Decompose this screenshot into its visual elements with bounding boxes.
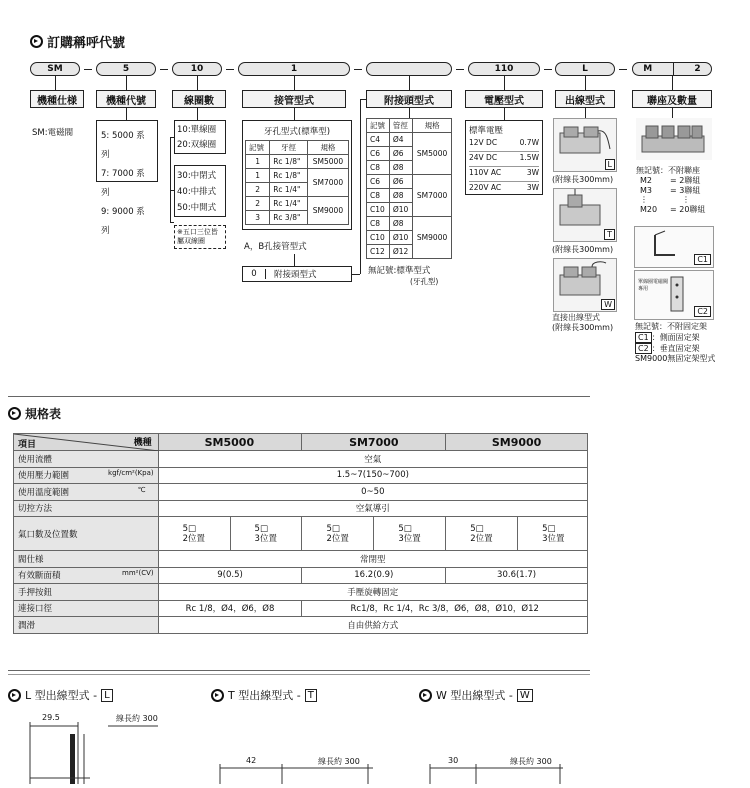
port-count: 5□ bbox=[542, 523, 556, 534]
fitting-note-sub: (牙孔型) bbox=[410, 277, 439, 286]
connector-line bbox=[197, 76, 198, 90]
table-row bbox=[14, 451, 588, 468]
pipe-col-thread: 牙徑 bbox=[270, 141, 308, 155]
pipe-cell: SM9000 bbox=[307, 197, 348, 225]
wiring-l-caption: (附線長300mm) bbox=[552, 175, 614, 184]
code-pill-model: 5 bbox=[96, 62, 156, 76]
bracket-c2-plate-text: 單線圈電磁閥專用 bbox=[638, 279, 669, 292]
fitting-cell: Ø10 bbox=[389, 231, 412, 245]
code-pill-coil: 10 bbox=[172, 62, 222, 76]
coil-exhaust-center: 40:中排式 bbox=[177, 187, 217, 197]
voltage-value: 24V DC bbox=[469, 153, 498, 162]
pill-divider bbox=[673, 63, 674, 75]
fitting-cell: C8 bbox=[367, 161, 390, 175]
outlet-w-drawing bbox=[428, 752, 568, 784]
spec-corner-bottom: 項目 bbox=[18, 440, 37, 450]
table-row bbox=[14, 467, 588, 484]
wiring-tag-w: W bbox=[601, 299, 615, 310]
code-pill-series: SM bbox=[30, 62, 80, 76]
outlet-l-dimension: 29.5 bbox=[42, 713, 60, 722]
model-code-7000: 7: 7000 系列 bbox=[101, 169, 145, 198]
spec-port-cell bbox=[158, 517, 230, 551]
bracket-note-sm9000: SM9000無固定架型式 bbox=[635, 354, 716, 363]
spec-value: 空氣導引 bbox=[158, 500, 587, 517]
port-count: 5□ bbox=[182, 523, 197, 534]
code-pill-pipe: 1 bbox=[238, 62, 350, 76]
outlet-w-wire-length: 線長約 300 bbox=[510, 757, 552, 766]
voltage-row bbox=[469, 167, 539, 182]
fitting-col-diam: 管徑 bbox=[389, 119, 412, 133]
spec-label bbox=[14, 567, 159, 584]
wiring-w-caption-line2: (附線長300mm) bbox=[552, 323, 614, 332]
wiring-t-image bbox=[553, 188, 617, 242]
header-pipe-type: 接管型式 bbox=[242, 90, 346, 108]
wiring-tag-t: T bbox=[604, 229, 615, 240]
code-pill-wiring: L bbox=[555, 62, 615, 76]
coil-note-box: ※五口三位皆屬双線圈 bbox=[174, 225, 226, 249]
outlet-l-tag: L bbox=[101, 689, 113, 702]
base-code: M2 bbox=[640, 176, 652, 185]
spec-corner-top: 機種 bbox=[133, 438, 152, 448]
connector-line bbox=[409, 76, 410, 90]
outlet-w-dimension: 30 bbox=[448, 756, 459, 765]
header-base-count: 聯座及數量 bbox=[632, 90, 712, 108]
spec-port-cell bbox=[518, 517, 588, 551]
fitting-cell: C4 bbox=[367, 133, 390, 147]
fitting-cell: Ø4 bbox=[389, 133, 412, 147]
pipe-cell: Rc 1/8" bbox=[270, 155, 308, 169]
voltage-power: 0.7W bbox=[519, 138, 539, 147]
bracket-line bbox=[170, 137, 171, 222]
pipe-ab-note: A，B孔接管型式 bbox=[244, 242, 307, 252]
base-code: ⋮ bbox=[640, 195, 648, 204]
coil-closed-center: 30:中閉式 bbox=[177, 171, 217, 181]
base-desc: = 3聯組 bbox=[670, 185, 701, 195]
spec-model-sm9000: SM9000 bbox=[446, 434, 588, 451]
table-row bbox=[14, 517, 588, 551]
bracket-note-c1-text: 側面固定架 bbox=[659, 333, 700, 342]
connector-line bbox=[585, 108, 586, 118]
fitting-cell: C10 bbox=[367, 231, 390, 245]
port-position: 3位置 bbox=[398, 533, 421, 544]
separator-dash bbox=[84, 69, 92, 70]
fitting-cell: Ø8 bbox=[389, 161, 412, 175]
code-base-number: 2 bbox=[694, 64, 701, 74]
voltage-value: 12V DC bbox=[469, 138, 498, 147]
manifold-icon bbox=[636, 118, 712, 160]
voltage-row bbox=[469, 152, 539, 167]
outlet-t-dimension: 42 bbox=[246, 756, 257, 765]
connector-line bbox=[360, 99, 361, 274]
bracket-note-c1: C1 ：側面固定架 bbox=[635, 332, 715, 343]
outlet-t-wire-length: 線長約 300 bbox=[318, 757, 360, 766]
order-code-title: 訂購稱呼代號 bbox=[47, 36, 126, 51]
table-row bbox=[14, 567, 588, 584]
header-wiring-type: 出線型式 bbox=[555, 90, 615, 108]
spec-unit: ℃ bbox=[137, 485, 146, 494]
fitting-col-spec: 規格 bbox=[413, 119, 452, 133]
connector-line bbox=[504, 108, 505, 120]
coil-center-box bbox=[174, 165, 226, 217]
spec-label: 使用流體 bbox=[14, 451, 159, 468]
connector-line bbox=[672, 108, 673, 118]
coil-single: 10:單線圈 bbox=[177, 125, 217, 135]
fitting-cell: C6 bbox=[367, 175, 390, 189]
wiring-w-image bbox=[553, 258, 617, 312]
table-row bbox=[14, 584, 588, 601]
separator-dash bbox=[619, 69, 627, 70]
connector-line bbox=[409, 108, 410, 118]
base-code: M20 bbox=[640, 204, 658, 214]
spec-header-row bbox=[14, 434, 588, 451]
outlet-l-title: L 型出線型式 - bbox=[25, 689, 98, 702]
base-row bbox=[640, 205, 710, 215]
bracket-c1-tag: C1 bbox=[694, 254, 711, 265]
bracket-c1-image bbox=[634, 226, 714, 268]
fitting-cell: Ø12 bbox=[389, 245, 412, 259]
fitting-cell: Ø8 bbox=[389, 217, 412, 231]
fitting-cell: Ø10 bbox=[389, 203, 412, 217]
table-row bbox=[246, 169, 349, 183]
spec-heading bbox=[8, 405, 61, 422]
spec-label: 閥仕様 bbox=[14, 551, 159, 568]
voltage-power: 3W bbox=[526, 183, 539, 192]
spec-model-sm7000: SM7000 bbox=[302, 434, 446, 451]
separator-dash bbox=[456, 69, 464, 70]
bullet-arrow-icon bbox=[8, 689, 21, 702]
bracket-tick bbox=[170, 137, 174, 138]
spec-title: 規格表 bbox=[25, 407, 62, 421]
outlet-w-title: W 型出線型式 - bbox=[436, 689, 513, 702]
outlet-l-wire-length: 線長約 300 bbox=[116, 714, 158, 723]
separator-dash bbox=[544, 69, 552, 70]
coil-pressure-center: 50:中開式 bbox=[177, 203, 217, 213]
pipe-cell: Rc 1/4" bbox=[270, 183, 308, 197]
spec-port-cell bbox=[446, 517, 518, 551]
spec-value: 手壓旋轉固定 bbox=[158, 584, 587, 601]
connector-line bbox=[294, 254, 295, 266]
connector-line bbox=[504, 76, 505, 90]
outlet-w-tag: W bbox=[517, 689, 533, 702]
base-desc: ⋮ bbox=[682, 195, 690, 204]
voltage-title: 標準電壓 bbox=[469, 126, 504, 136]
outlet-t-drawing bbox=[218, 752, 378, 784]
port-position: 2位置 bbox=[182, 533, 206, 544]
connector-line bbox=[352, 274, 360, 275]
outlet-l-drawing bbox=[28, 710, 168, 784]
spec-port-cell bbox=[374, 517, 446, 551]
spec-value: 30.6(1.7) bbox=[446, 567, 588, 584]
voltage-value: 110V AC bbox=[469, 168, 502, 177]
spec-unit: mm²(CV) bbox=[122, 569, 154, 578]
bracket-note-c1-tag: C1 bbox=[635, 332, 652, 343]
spec-label: 切控方法 bbox=[14, 500, 159, 517]
outlet-l-heading bbox=[8, 687, 113, 703]
spec-table bbox=[13, 433, 588, 634]
manifold-image bbox=[636, 118, 712, 160]
connector-line bbox=[126, 76, 127, 90]
base-list bbox=[640, 176, 710, 214]
fitting-cell: C8 bbox=[367, 217, 390, 231]
pipe-cell: Rc 1/8" bbox=[270, 169, 308, 183]
spec-corner-cell bbox=[14, 434, 159, 451]
code-base-letter: M bbox=[643, 64, 653, 74]
pipe-type-box bbox=[242, 120, 352, 230]
outlet-t-title: T 型出線型式 - bbox=[228, 689, 301, 702]
pipe-cell: SM7000 bbox=[307, 169, 348, 197]
base-row bbox=[640, 195, 710, 205]
spec-label-text: 使用溫度範圍 bbox=[18, 487, 70, 498]
wiring-tag-l: L bbox=[605, 159, 615, 170]
spec-value: 0~50 bbox=[158, 484, 587, 501]
port-count: 5□ bbox=[326, 523, 340, 534]
base-desc: = 20聯組 bbox=[670, 204, 706, 214]
port-count: 5□ bbox=[398, 523, 412, 534]
section-divider bbox=[8, 674, 590, 675]
bracket-tick bbox=[170, 190, 174, 191]
fitting-note: 無記號:標準型式 bbox=[368, 266, 431, 276]
fitting-cell: Ø6 bbox=[389, 147, 412, 161]
spec-value: 9(0.5) bbox=[158, 567, 302, 584]
bullet-arrow-icon bbox=[419, 689, 432, 702]
header-coil-count: 線圈數 bbox=[172, 90, 226, 108]
outlet-t-heading bbox=[211, 687, 317, 703]
spec-value: 自由供給方式 bbox=[158, 617, 587, 634]
table-row bbox=[367, 133, 452, 147]
order-code-heading bbox=[30, 32, 125, 51]
voltage-row bbox=[469, 182, 539, 196]
base-row bbox=[640, 186, 710, 196]
connector-line bbox=[294, 76, 295, 90]
table-row bbox=[14, 617, 588, 634]
table-row bbox=[246, 197, 349, 211]
port-position: 2位置 bbox=[326, 533, 349, 544]
fitting-cell: Ø6 bbox=[389, 175, 412, 189]
spec-label-text: 使用壓力範圍 bbox=[18, 471, 70, 482]
spec-label: 手押按鈕 bbox=[14, 584, 159, 601]
fitting-cell: SM7000 bbox=[413, 175, 452, 217]
pipe-col-mark: 記號 bbox=[246, 141, 270, 155]
separator-dash bbox=[354, 69, 362, 70]
model-code-9000: 9: 9000 系列 bbox=[101, 207, 145, 236]
pipe-zero-label: 附接頭型式 bbox=[274, 270, 317, 280]
voltage-power: 3W bbox=[526, 168, 539, 177]
voltage-row bbox=[469, 138, 539, 152]
bracket-note-none: 無記號：不附固定架 bbox=[635, 322, 707, 331]
pipe-type-title: 牙孔型式(標準型) bbox=[263, 127, 331, 137]
coil-single-double-box bbox=[174, 120, 226, 154]
connector-line bbox=[197, 108, 198, 120]
model-note: SM:電磁閥 bbox=[32, 128, 74, 138]
pipe-cell: SM5000 bbox=[307, 155, 348, 169]
model-code-box bbox=[96, 120, 158, 236]
spec-port-cell bbox=[230, 517, 302, 551]
wiring-w-caption-line1: 直接出線型式 bbox=[552, 313, 600, 322]
wiring-w-caption bbox=[552, 313, 613, 333]
fitting-cell: C12 bbox=[367, 245, 390, 259]
spec-label: 連接口徑 bbox=[14, 600, 159, 617]
spec-port-cell bbox=[302, 517, 374, 551]
outlet-t-tag: T bbox=[305, 689, 317, 702]
coil-double: 20:双線圈 bbox=[177, 140, 217, 150]
table-row bbox=[14, 500, 588, 517]
code-pill-base bbox=[632, 62, 712, 76]
connector-line bbox=[360, 99, 366, 100]
base-row bbox=[640, 176, 710, 186]
bracket-notes bbox=[635, 322, 715, 364]
section-divider bbox=[8, 396, 590, 397]
table-row bbox=[367, 217, 452, 231]
wiring-t-caption: (附線長300mm) bbox=[552, 245, 614, 254]
spec-value: 16.2(0.9) bbox=[302, 567, 446, 584]
pipe-cell: 3 bbox=[246, 211, 270, 225]
spec-label: 氣口數及位置數 bbox=[14, 517, 159, 551]
spec-label: 潤滑 bbox=[14, 617, 159, 634]
bracket-note-c2-tag: C2 bbox=[635, 343, 652, 354]
spec-label bbox=[14, 484, 159, 501]
pipe-cell: 2 bbox=[246, 197, 270, 211]
voltage-power: 1.5W bbox=[519, 153, 539, 162]
bullet-arrow-icon bbox=[8, 407, 21, 420]
spec-model-sm5000: SM5000 bbox=[158, 434, 302, 451]
table-row bbox=[367, 175, 452, 189]
pipe-cell: Rc 3/8" bbox=[270, 211, 308, 225]
outlet-w-heading bbox=[419, 687, 533, 703]
fitting-cell: C10 bbox=[367, 203, 390, 217]
pipe-cell: 1 bbox=[246, 155, 270, 169]
table-row bbox=[14, 551, 588, 568]
bracket-note-c2: C2 ：垂直固定架 bbox=[635, 343, 715, 354]
code-pill-voltage: 110 bbox=[468, 62, 540, 76]
bracket-c2-image bbox=[634, 270, 714, 320]
pipe-type-table bbox=[245, 140, 349, 225]
spec-label bbox=[14, 467, 159, 484]
table-row bbox=[14, 484, 588, 501]
pipe-cell: 2 bbox=[246, 183, 270, 197]
port-count: 5□ bbox=[254, 523, 268, 534]
spec-unit: kgf/cm²(Kpa) bbox=[108, 469, 154, 478]
spec-label-text: 有效斷面積 bbox=[18, 571, 61, 582]
header-voltage-type: 電壓型式 bbox=[465, 90, 543, 108]
spec-value: Rc1/8，Rc 1/4，Rc 3/8，Ø6，Ø8，Ø10，Ø12 bbox=[302, 600, 588, 617]
pipe-cell: Rc 1/4" bbox=[270, 197, 308, 211]
fitting-table bbox=[366, 118, 452, 259]
wiring-l-image bbox=[553, 118, 617, 172]
port-count: 5□ bbox=[470, 523, 484, 534]
header-fitting-type: 附接頭型式 bbox=[366, 90, 452, 108]
bracket-note-c2-text: 垂直固定架 bbox=[659, 344, 700, 353]
bracket-tick bbox=[170, 222, 174, 223]
spec-value: 常閉型 bbox=[158, 551, 587, 568]
header-model-code: 機種代號 bbox=[96, 90, 156, 108]
fitting-cell: SM5000 bbox=[413, 133, 452, 175]
connector-line bbox=[294, 108, 295, 120]
connector-line bbox=[672, 76, 673, 90]
voltage-box bbox=[465, 120, 543, 195]
table-row bbox=[246, 155, 349, 169]
port-position: 2位置 bbox=[470, 533, 493, 544]
code-pill-fitting bbox=[366, 62, 452, 76]
base-desc: = 2聯組 bbox=[670, 176, 701, 185]
spec-value: 1.5~7(150~700) bbox=[158, 467, 587, 484]
connector-line bbox=[55, 76, 56, 90]
pipe-fitting-option bbox=[242, 266, 352, 282]
port-position: 3位置 bbox=[542, 533, 565, 544]
base-code: M3 bbox=[640, 185, 652, 195]
separator-dash bbox=[226, 69, 234, 70]
pipe-zero-code: 0 bbox=[243, 269, 266, 279]
port-position: 3位置 bbox=[254, 533, 277, 544]
fitting-cell: Ø8 bbox=[389, 189, 412, 203]
bullet-arrow-icon bbox=[211, 689, 224, 702]
pipe-col-spec: 規格 bbox=[307, 141, 348, 155]
bracket-c2-tag: C2 bbox=[694, 306, 711, 317]
model-code-5000: 5: 5000 系列 bbox=[101, 131, 145, 160]
voltage-value: 220V AC bbox=[469, 183, 502, 192]
pipe-cell: 1 bbox=[246, 169, 270, 183]
separator-dash bbox=[160, 69, 168, 70]
fitting-cell: C6 bbox=[367, 147, 390, 161]
fitting-cell: C8 bbox=[367, 189, 390, 203]
header-model-type: 機種仕様 bbox=[30, 90, 84, 108]
spec-value: 空氣 bbox=[158, 451, 587, 468]
section-divider bbox=[8, 670, 590, 671]
fitting-col-mark: 記號 bbox=[367, 119, 390, 133]
base-no-mark: 無記號：不附聯座 bbox=[636, 166, 700, 175]
spec-value: Rc 1/8，Ø4，Ø6，Ø8 bbox=[158, 600, 302, 617]
connector-line bbox=[126, 108, 127, 120]
connector-line bbox=[585, 76, 586, 90]
fitting-cell: SM9000 bbox=[413, 217, 452, 259]
bullet-arrow-icon bbox=[30, 35, 43, 48]
table-row bbox=[14, 600, 588, 617]
